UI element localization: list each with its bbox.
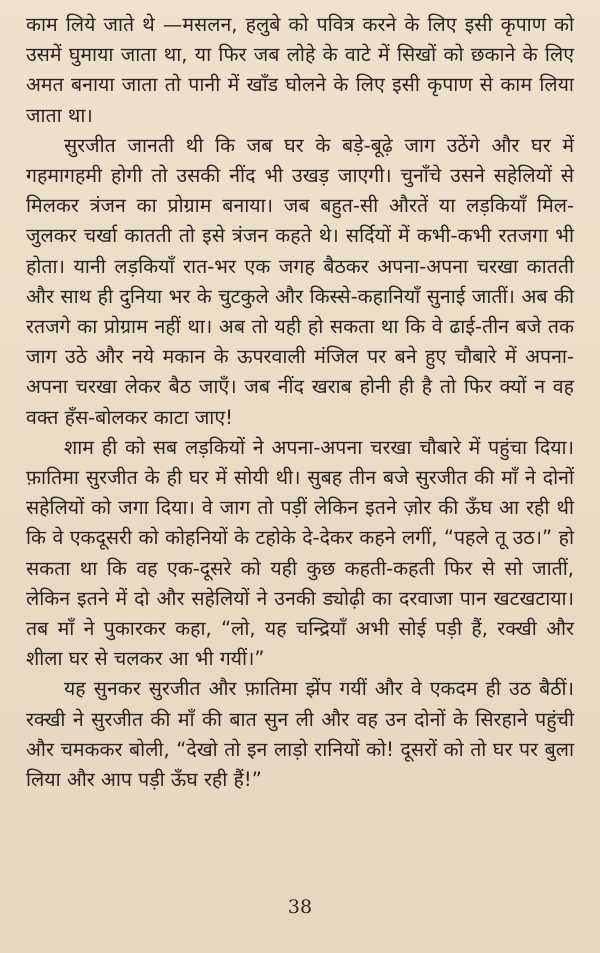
paragraph-4: यह सुनकर सुरजीत और फ़ातिमा झेंप गयीं और वे एकदम ही उठ बैठीं। रक्खी ने सुरजीत की माँ की बात सुन ली और वह उन दोनों के सिरहाने पहुंची और चमककर बोली, “देखो तो इन लाड़ो रानियों को! दूसरों को तो घर पर बुला लिया और आप पड़ी ऊँघ रही हैं!” xyxy=(26,677,574,792)
paragraph-3: शाम ही को सब लड़कियों ने अपना-अपना चरखा चौबारे में पहुंचा दिया। फ़ातिमा सुरजीत के ही घर में सोयी थी। सुबह तीन बजे सुरजीत की माँ ने दोनों सहेलियों को जगा दिया। वे जाग तो पड़ीं लेकिन इतने ज़ोर की ऊँघ आ रही थी कि वे एकदूसरी को कोहनियों के टहोके दे-देकर कहने लगीं, “पहले तू उठ।” हो सकता था कि वह एक-दूसरे को यही कुछ कहती-कहती फिर से सो जातीं, लेकिन इतने में दो और सहेलियों ने उनकी ड्योढ़ी का दरवाजा पान खटखटाया। तब माँ ने पुकारकर कहा, “लो, यह चन्द्रियाँ अभी सोई पड़ी हैं, रक्खी और शीला घर से चलकर आ भी गयीं।” xyxy=(26,435,574,671)
body-text xyxy=(26,10,574,795)
page-number: 38 xyxy=(287,896,313,918)
paragraph-2: सुरजीत जानती थी कि जब घर के बड़े-बूढ़े जाग उठेंगे और घर में गहमागहमी होगी तो उसकी नींद भी उखड़ जाएगी। चुनाँचे उसने सहेलियों से मिलकर त्रंजन का प्रोग्राम बनाया। जब बहुत-सी औरतें या लड़कियाँ मिल-जुलकर चर्खा कातती तो इसे त्रंजन कहते थे। सर्दियों में कभी-कभी रतजगा भी होता। यानी लड़कियाँ रात-भर एक जगह बैठकर अपना-अपना चरखा कातती और साथ ही दुनिया भर के चुटकुले और किस्से-कहानियाँ सुनाई जातीं। अब की रतजगे का प्रोग्राम नहीं था। अब तो यही हो सकता था कि वे ढाई-तीन बजे तक जाग उठे और नये मकान के ऊपरवाली मंजिल पर बने हुए चौबारे में अपना-अपना चरखा लेकर बैठ जाएँ। जब नींद खराब होनी ही है तो फिर क्यों न वह वक्त हँस-बोलकर काटा जाए! xyxy=(26,133,574,429)
paragraph-1: काम लिये जाते थे —मसलन, हलुबे को पवित्र करने के लिए इसी कृपाण को उसमें घुमाया जाता था, या फिर जब लोहे के वाटे में सिखों को छकाने के लिए अमत बनाया जाता तो पानी में खाँड घोलने के लिए इसी कृपाण से काम लिया जाता था। xyxy=(26,13,574,127)
